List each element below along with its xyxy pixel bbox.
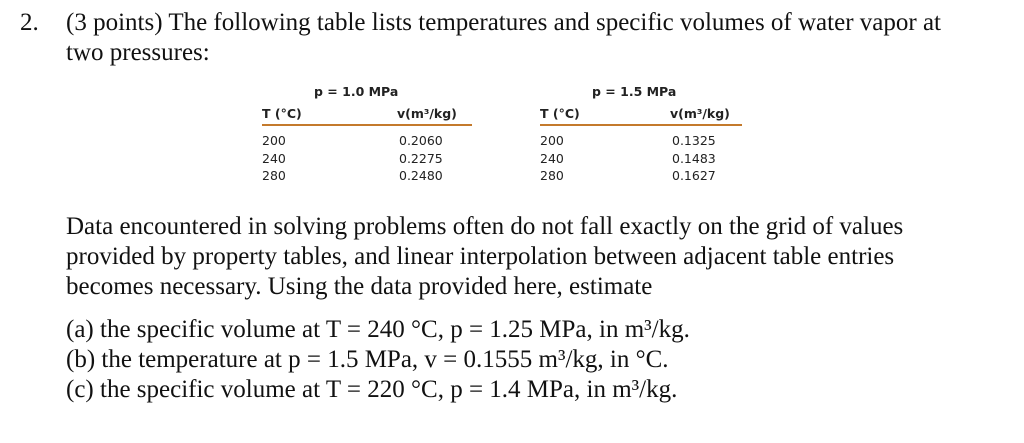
question-intro-line1: (3 points) The following table lists temperatures and specific volumes of water vapor at: [66, 9, 941, 36]
volume-column: [399, 132, 443, 185]
interpolation-paragraph: [66, 212, 1006, 302]
paragraph-line: Data encountered in solving problems often do not fall exactly on the grid of values: [66, 213, 904, 240]
volume-column: [672, 132, 716, 185]
temperature-column: [540, 132, 564, 185]
part-c: (c) the specific volume at T = 220 °C, p = 1.4 MPa, in m³/kg.: [66, 376, 678, 403]
question-intro-line2: two pressures:: [66, 39, 210, 66]
table-cell: 0.2060: [399, 133, 443, 148]
table-cell: 280: [262, 168, 286, 183]
table-cell: 200: [262, 133, 286, 148]
table-cell: 0.1483: [672, 150, 716, 166]
header-rule: [262, 124, 472, 126]
table-cell: 280: [540, 168, 564, 183]
table-cell: 0.1325: [672, 133, 716, 148]
table-cell: 0.2275: [399, 150, 443, 166]
table-pressure-title: p = 1.0 MPa: [314, 84, 399, 99]
question-number: 2.: [20, 9, 39, 36]
part-a: (a) the specific volume at T = 240 °C, p = 1.25 MPa, in m³/kg.: [66, 316, 690, 343]
table-cell: 240: [540, 150, 564, 166]
property-tables: [262, 84, 742, 194]
table-cell: 240: [262, 150, 286, 166]
header-rule: [540, 124, 742, 126]
table-cell: 200: [540, 133, 564, 148]
problem-statement: [20, 8, 1010, 68]
column-header-volume: v(m³/kg): [670, 106, 730, 121]
column-header-volume: v(m³/kg): [397, 106, 457, 121]
part-b: (b) the temperature at p = 1.5 MPa, v = 0.1555 m³/kg, in °C.: [66, 346, 669, 373]
temperature-column: [262, 132, 286, 185]
paragraph-line: becomes necessary. Using the data provided here, estimate: [66, 273, 653, 300]
table-cell: 0.2480: [399, 168, 443, 183]
question-header: [20, 8, 1010, 38]
table-pressure-title: p = 1.5 MPa: [592, 84, 677, 99]
column-header-temperature: T (°C): [540, 106, 580, 121]
table-cell: 0.1627: [672, 168, 716, 183]
paragraph-line: provided by property tables, and linear interpolation between adjacent table entries: [66, 243, 895, 270]
column-header-temperature: T (°C): [262, 106, 302, 121]
question-parts: [66, 315, 690, 405]
